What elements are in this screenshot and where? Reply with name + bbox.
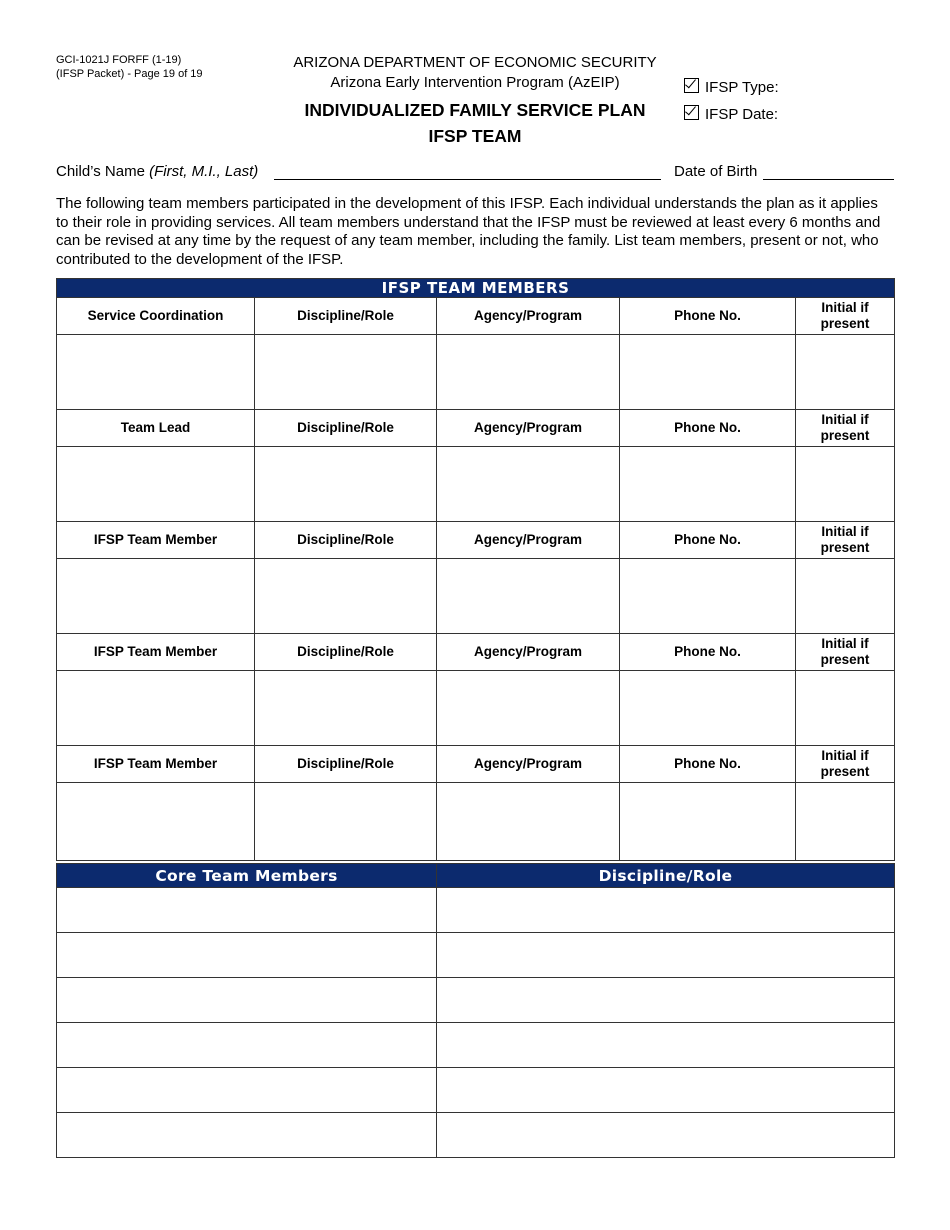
core-discipline-cell[interactable] (437, 978, 895, 1023)
role-cell[interactable] (57, 335, 255, 410)
child-name-field[interactable] (274, 179, 661, 180)
checkbox-checked-icon[interactable] (684, 105, 699, 120)
initial-cell[interactable] (796, 335, 895, 410)
form-number: GCI-1021J FORFF (1-19) (56, 54, 182, 66)
core-discipline-cell[interactable] (437, 888, 895, 933)
team-entry-row (57, 335, 895, 410)
core-team-table (56, 863, 895, 1158)
core-row (57, 978, 895, 1023)
team-header-row (57, 410, 895, 447)
core-member-cell[interactable] (57, 978, 437, 1023)
phone-header: Phone No. (620, 634, 796, 671)
ifsp-date-label: IFSP Date: (705, 106, 779, 123)
agency-cell[interactable] (437, 447, 620, 522)
header-agency (260, 53, 690, 93)
program-name: Arizona Early Intervention Program (AzEIP) (330, 74, 620, 91)
core-member-cell[interactable] (57, 1068, 437, 1113)
intro-paragraph: The following team members participated in the development of this IFSP. Each individual understands the plan as it applies to their role in providing services. All team members understand that the IFSP must be reviewed at least every 6 months and can be revised at any time by the request of any team member, including the family. List team members, present or not, who contributed to the development of the IFSP. (56, 195, 881, 268)
page-title: INDIVIDUALIZED FAMILY SERVICE PLAN (304, 100, 646, 120)
team-entry-row (57, 559, 895, 634)
discipline-cell[interactable] (255, 335, 437, 410)
initial-header: Initial if present (796, 298, 895, 335)
discipline-cell[interactable] (255, 671, 437, 746)
agency-cell[interactable] (437, 671, 620, 746)
role-cell[interactable] (57, 783, 255, 861)
discipline-header: Discipline/Role (255, 410, 437, 447)
agency-header: Agency/Program (437, 746, 620, 783)
phone-header: Phone No. (620, 522, 796, 559)
core-team-header: Core Team Members (57, 864, 437, 888)
team-entry-row (57, 783, 895, 861)
child-name-label: Child’s Name (First, M.I., Last) (56, 163, 259, 180)
initial-cell[interactable] (796, 559, 895, 634)
child-info-line (56, 163, 896, 185)
initial-header: Initial if present (796, 522, 895, 559)
core-discipline-cell[interactable] (437, 933, 895, 978)
ifsp-checks (684, 74, 779, 128)
discipline-header: Discipline/Role (255, 746, 437, 783)
agency-header: Agency/Program (437, 522, 620, 559)
core-discipline-cell[interactable] (437, 1068, 895, 1113)
agency-cell[interactable] (437, 783, 620, 861)
initial-cell[interactable] (796, 671, 895, 746)
ifsp-date-row (684, 101, 779, 128)
initial-cell[interactable] (796, 783, 895, 861)
role-header: Service Coordination (57, 298, 255, 335)
role-header: Team Lead (57, 410, 255, 447)
agency-cell[interactable] (437, 559, 620, 634)
initial-cell[interactable] (796, 447, 895, 522)
initial-header: Initial if present (796, 746, 895, 783)
role-header: IFSP Team Member (57, 634, 255, 671)
discipline-header: Discipline/Role (255, 298, 437, 335)
agency-header: Agency/Program (437, 634, 620, 671)
core-row (57, 1068, 895, 1113)
ifsp-type-row (684, 74, 779, 101)
discipline-cell[interactable] (255, 447, 437, 522)
core-row (57, 888, 895, 933)
core-row (57, 1113, 895, 1158)
core-discipline-cell[interactable] (437, 1023, 895, 1068)
page-subtitle: IFSP TEAM (428, 126, 522, 146)
agency-cell[interactable] (437, 335, 620, 410)
team-header-row (57, 522, 895, 559)
discipline-header: Discipline/Role (255, 634, 437, 671)
discipline-cell[interactable] (255, 559, 437, 634)
role-header: IFSP Team Member (57, 746, 255, 783)
initial-header: Initial if present (796, 634, 895, 671)
initial-header: Initial if present (796, 410, 895, 447)
form-title (270, 97, 680, 149)
phone-cell[interactable] (620, 447, 796, 522)
core-discipline-cell[interactable] (437, 1113, 895, 1158)
phone-cell[interactable] (620, 671, 796, 746)
discipline-header: Discipline/Role (255, 522, 437, 559)
team-header-row (57, 746, 895, 783)
phone-cell[interactable] (620, 335, 796, 410)
core-member-cell[interactable] (57, 933, 437, 978)
phone-cell[interactable] (620, 559, 796, 634)
role-cell[interactable] (57, 447, 255, 522)
role-cell[interactable] (57, 559, 255, 634)
agency-header: Agency/Program (437, 298, 620, 335)
dob-label: Date of Birth (674, 163, 758, 180)
team-entry-row (57, 671, 895, 746)
phone-header: Phone No. (620, 298, 796, 335)
form-id (56, 53, 203, 81)
phone-header: Phone No. (620, 410, 796, 447)
dob-field[interactable] (763, 179, 894, 180)
child-name-hint: (First, M.I., Last) (149, 163, 259, 180)
ifsp-type-label: IFSP Type: (705, 79, 779, 96)
department-name: ARIZONA DEPARTMENT OF ECONOMIC SECURITY (293, 54, 657, 71)
role-cell[interactable] (57, 671, 255, 746)
ifsp-team-table (56, 278, 895, 861)
page-number: (IFSP Packet) - Page 19 of 19 (56, 68, 203, 80)
core-discipline-header: Discipline/Role (437, 864, 895, 888)
agency-header: Agency/Program (437, 410, 620, 447)
team-table-title: IFSP TEAM MEMBERS (57, 279, 895, 298)
discipline-cell[interactable] (255, 783, 437, 861)
team-entry-row (57, 447, 895, 522)
core-member-cell[interactable] (57, 1023, 437, 1068)
core-member-cell[interactable] (57, 888, 437, 933)
team-header-row (57, 634, 895, 671)
core-row (57, 1023, 895, 1068)
checkbox-checked-icon[interactable] (684, 78, 699, 93)
core-member-cell[interactable] (57, 1113, 437, 1158)
role-header: IFSP Team Member (57, 522, 255, 559)
team-header-row (57, 298, 895, 335)
core-row (57, 933, 895, 978)
phone-cell[interactable] (620, 783, 796, 861)
phone-header: Phone No. (620, 746, 796, 783)
